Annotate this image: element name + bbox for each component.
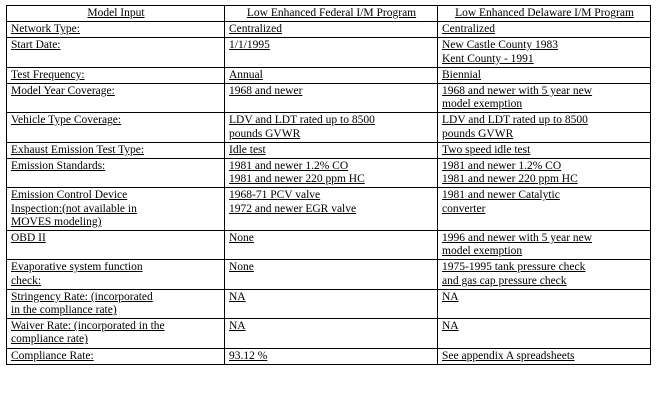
cell-line: Centralized <box>442 23 496 36</box>
cell-model-input <box>7 289 225 318</box>
cell-delaware-program <box>438 260 651 289</box>
cell-line: Kent County - 1991 <box>442 52 534 65</box>
cell-line: Stringency Rate: (incorporated <box>11 290 153 303</box>
cell-line: Centralized <box>229 23 283 36</box>
cell-model-input <box>7 231 225 260</box>
cell-line: 93.12 % <box>229 349 268 362</box>
cell-line: NA <box>229 320 246 333</box>
cell-line: compliance rate) <box>11 333 88 346</box>
table-row <box>7 188 651 231</box>
table-row <box>7 142 651 158</box>
header-text: Low Enhanced Delaware I/M Program <box>455 7 634 19</box>
column-header-model-input <box>7 6 225 22</box>
cell-federal-program <box>225 22 438 38</box>
cell-model-input <box>7 319 225 348</box>
cell-delaware-program <box>438 348 651 364</box>
cell-delaware-program <box>438 289 651 318</box>
cell-line: 1981 and newer 220 ppm HC <box>229 173 365 186</box>
cell-model-input <box>7 260 225 289</box>
cell-line: Vehicle Type Coverage: <box>11 114 122 127</box>
cell-line: 1981 and newer 1.2% CO <box>229 160 349 173</box>
cell-line: check: <box>11 274 42 287</box>
cell-federal-program <box>225 84 438 113</box>
cell-line: Model Year Coverage: <box>11 85 115 98</box>
cell-delaware-program <box>438 22 651 38</box>
cell-line: Two speed idle test <box>442 143 531 156</box>
cell-line: 1981 and newer 220 ppm HC <box>442 173 578 186</box>
cell-delaware-program <box>438 319 651 348</box>
cell-model-input <box>7 159 225 188</box>
cell-line: converter <box>442 202 486 215</box>
im-program-comparison-table <box>6 5 651 365</box>
cell-line: 1/1/1995 <box>229 39 270 52</box>
table-body <box>7 6 651 365</box>
table-row <box>7 159 651 188</box>
table-row <box>7 348 651 364</box>
table-row <box>7 22 651 38</box>
cell-model-input <box>7 188 225 231</box>
header-text: Model Input <box>87 7 145 19</box>
table-header-row <box>7 6 651 22</box>
cell-line: Evaporative system function <box>11 261 143 274</box>
cell-line: New Castle County 1983 <box>442 39 558 52</box>
cell-line: in the compliance rate) <box>11 304 117 317</box>
cell-line: Start Date: <box>11 39 61 52</box>
cell-model-input <box>7 38 225 67</box>
cell-line: model exemption <box>442 98 523 111</box>
cell-delaware-program <box>438 113 651 142</box>
cell-delaware-program <box>438 67 651 83</box>
cell-model-input <box>7 348 225 364</box>
cell-line: NA <box>229 290 246 303</box>
column-header-delaware <box>438 6 651 22</box>
cell-line: 1968-71 PCV valve <box>229 189 321 202</box>
cell-federal-program <box>225 67 438 83</box>
cell-line: Annual <box>229 68 263 81</box>
cell-line: Biennial <box>442 68 481 81</box>
cell-federal-program <box>225 260 438 289</box>
table-row <box>7 319 651 348</box>
cell-line: Exhaust Emission Test Type: <box>11 143 145 156</box>
table-row <box>7 231 651 260</box>
cell-line: 1972 and newer EGR valve <box>229 202 357 215</box>
cell-line: MOVES modeling) <box>11 215 102 228</box>
cell-line: Inspection:(not available in <box>11 202 137 215</box>
cell-model-input <box>7 113 225 142</box>
cell-model-input <box>7 67 225 83</box>
cell-line: pounds GVWR <box>229 127 301 140</box>
cell-federal-program <box>225 159 438 188</box>
cell-line: None <box>229 232 254 245</box>
cell-line: pounds GVWR <box>442 127 514 140</box>
cell-federal-program <box>225 348 438 364</box>
table-row <box>7 113 651 142</box>
cell-delaware-program <box>438 142 651 158</box>
cell-line: Network Type: <box>11 23 80 36</box>
cell-line: 1968 and newer <box>229 85 303 98</box>
cell-federal-program <box>225 319 438 348</box>
cell-line: 1996 and newer with 5 year new <box>442 232 593 245</box>
cell-line: Emission Standards: <box>11 160 106 173</box>
cell-line: See appendix A spreadsheets <box>442 349 575 362</box>
cell-line: LDV and LDT rated up to 8500 <box>229 114 375 127</box>
cell-federal-program <box>225 113 438 142</box>
table-row <box>7 84 651 113</box>
cell-federal-program <box>225 188 438 231</box>
cell-federal-program <box>225 38 438 67</box>
cell-line: 1981 and newer 1.2% CO <box>442 160 562 173</box>
cell-line: NA <box>442 320 459 333</box>
cell-line: None <box>229 261 254 274</box>
cell-line: NA <box>442 290 459 303</box>
cell-line: Waiver Rate: (incorporated in the <box>11 320 165 333</box>
cell-delaware-program <box>438 84 651 113</box>
cell-line: model exemption <box>442 245 523 258</box>
cell-line: Compliance Rate: <box>11 349 94 362</box>
table-row <box>7 67 651 83</box>
cell-line: 1975-1995 tank pressure check <box>442 261 586 274</box>
cell-delaware-program <box>438 159 651 188</box>
cell-model-input <box>7 142 225 158</box>
cell-delaware-program <box>438 231 651 260</box>
cell-model-input <box>7 84 225 113</box>
cell-federal-program <box>225 142 438 158</box>
cell-line: 1981 and newer Catalytic <box>442 189 560 202</box>
cell-line: and gas cap pressure check <box>442 274 567 287</box>
cell-model-input <box>7 22 225 38</box>
cell-line: Idle test <box>229 143 266 156</box>
header-text: Low Enhanced Federal I/M Program <box>246 7 417 19</box>
cell-federal-program <box>225 289 438 318</box>
table-row <box>7 260 651 289</box>
column-header-federal <box>225 6 438 22</box>
cell-line: Emission Control Device <box>11 189 128 202</box>
cell-line: LDV and LDT rated up to 8500 <box>442 114 588 127</box>
cell-line: OBD II <box>11 232 46 245</box>
cell-delaware-program <box>438 38 651 67</box>
cell-line: Test Frequency: <box>11 68 85 81</box>
cell-line: 1968 and newer with 5 year new <box>442 85 593 98</box>
cell-delaware-program <box>438 188 651 231</box>
cell-federal-program <box>225 231 438 260</box>
table-row <box>7 289 651 318</box>
table-row <box>7 38 651 67</box>
